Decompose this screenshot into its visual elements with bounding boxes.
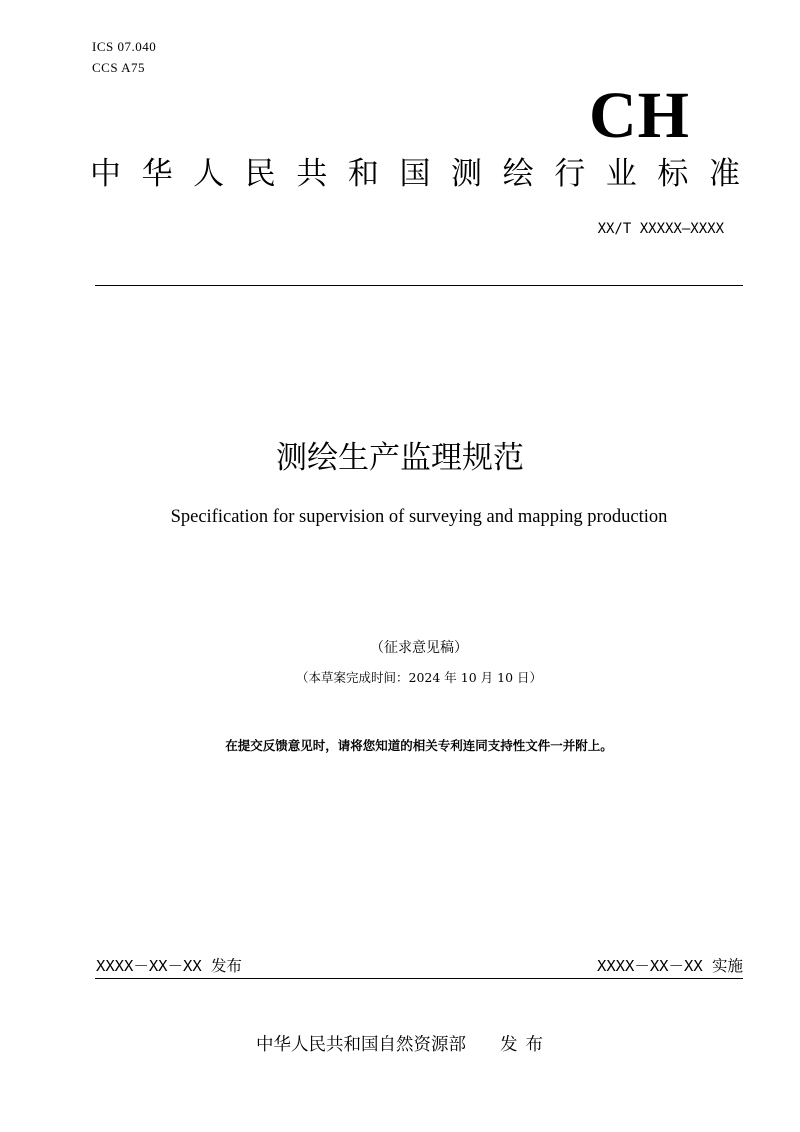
ics-code: ICS 07.040	[92, 39, 157, 54]
category-title-char: 和	[347, 156, 379, 192]
draft-stage-label: （征求意见稿）	[370, 640, 468, 656]
category-title-char: 人	[193, 156, 225, 192]
category-title-char: 华	[141, 156, 173, 192]
document-title-cn: 测绘生产监理规范	[276, 440, 524, 476]
standard-category-title	[90, 154, 740, 194]
category-title-char: 中	[90, 156, 121, 192]
category-title-char: 行	[554, 156, 586, 192]
document-title-en: Specification for supervision of surveying and mapping production	[170, 507, 668, 527]
category-title-char: 业	[605, 156, 637, 192]
ch-standard-logo: CH	[589, 79, 690, 152]
publisher-line	[256, 1033, 551, 1057]
category-title-char: 标	[657, 156, 689, 192]
category-title-char: 国	[399, 156, 431, 192]
draft-completion-date: （本草案完成时间：2024 年 10 月 10 日）	[296, 670, 542, 685]
patent-notice: 在提交反馈意见时，请将您知道的相关专利连同支持性文件一并附上。	[225, 738, 613, 753]
category-title-char: 测	[451, 156, 483, 192]
bottom-divider	[95, 978, 743, 979]
category-title-char: 民	[244, 156, 276, 192]
category-title-char: 绘	[502, 156, 534, 192]
category-title-char: 准	[708, 156, 740, 192]
publisher-name: 中华人民共和国自然资源部	[256, 1035, 466, 1055]
ccs-code: CCS A75	[92, 60, 145, 75]
implementation-date: XXXX－XX－XX 实施	[597, 957, 743, 975]
standard-number: XX/T XXXXX—XXXX	[597, 221, 724, 237]
release-date: XXXX－XX－XX 发布	[96, 957, 242, 975]
publish-label: 发布	[500, 1035, 551, 1055]
category-title-char: 共	[296, 156, 328, 192]
top-divider	[95, 285, 743, 286]
